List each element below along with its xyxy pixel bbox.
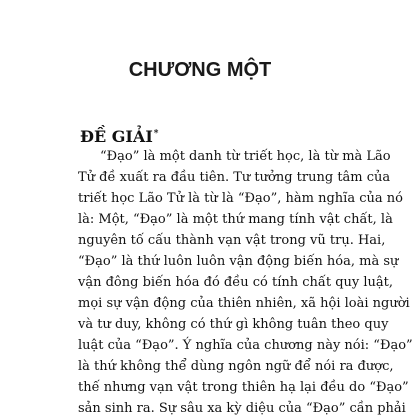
body-paragraph (78, 146, 413, 419)
text-line: luật của “Đạo”. Ý nghĩa của chương này nói: “Đạo” (78, 338, 413, 353)
text-line: “Đạo” là một danh từ triết học, là từ mà Lão (100, 149, 391, 164)
section-heading (80, 127, 159, 147)
text-line: và tư duy, không có thứ gì không tuân theo quy (78, 317, 389, 332)
text-line: vận đông biến hóa đó đều có tính chất quy luật, (78, 275, 394, 290)
text-line: là thứ không thể dùng ngôn ngữ để nói ra được, (78, 359, 394, 374)
text-line: mọi sự vận động của thiên nhiên, xã hội loài người (78, 296, 410, 311)
chapter-title: CHƯƠNG MỘT (128, 59, 272, 81)
section-heading-text: ĐỀ GIẢI (80, 127, 153, 146)
text-line: là: Một, “Đạo” là một thứ mang tính vật chất, là (78, 212, 393, 227)
text-line: Tử đề xuất ra đầu tiên. Tư tưởng trung tâm của (78, 170, 391, 185)
footnote-marker: * (153, 128, 159, 139)
text-line: thế nhưng vạn vật trong thiên hạ lại đều do “Đạo” (78, 380, 409, 395)
text-line: sản sinh ra. Sự sâu xa kỳ diệu của “Đạo” cần phải (78, 401, 406, 416)
text-line: triết học Lão Tử là từ là “Đạo”, hàm nghĩa của nó (78, 191, 403, 206)
text-line: “Đạo” là thứ luôn luôn vận động biến hóa, mà sự (78, 254, 399, 269)
text-line: nguyên tố cấu thành vạn vật trong vũ trụ. Hai, (78, 233, 386, 248)
